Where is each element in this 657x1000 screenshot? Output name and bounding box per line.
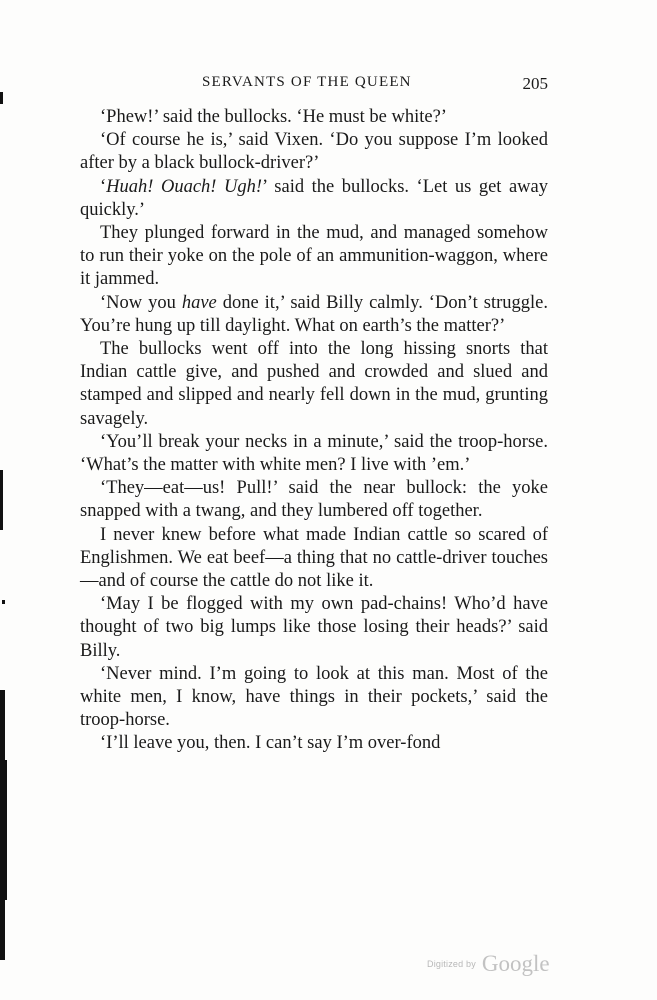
text-run: They plunged forward in the mud, and managed somehow to run their yoke on the pole of an ammunition-waggon, where it jammed. (80, 223, 548, 290)
page-number: 205 (522, 74, 548, 93)
text-run: ‘They—eat—us! Pull!’ said the near bullock: the yoke snapped with a twang, and they lumbered off together. (80, 478, 548, 522)
paragraph (80, 524, 548, 594)
paragraph (80, 129, 548, 175)
italic-text: have (181, 292, 217, 313)
text-run: ‘May I be flogged with my own pad-chains! Who’d have thought of two big lumps like those losing their heads?’ said Billy. (80, 594, 548, 661)
paragraph (80, 663, 548, 733)
paragraph (80, 338, 548, 431)
text-run: ‘Never mind. I’m going to look at this man. Most of the white men, I know, have things in their pockets,’ said the troop-horse. (80, 663, 548, 731)
scan-edge-mark (0, 92, 3, 104)
paragraph (80, 431, 548, 477)
paragraph (80, 477, 548, 523)
text-run: done it,’ said Billy calmly. ‘Don’t struggle. You’re hung up till daylight. What on earth’s the matter?’ (80, 292, 548, 336)
running-head: SERVANTS OF THE QUEEN (202, 74, 412, 90)
text-run: The bullocks went off into the long hissing snorts that Indian cattle give, and pushed and crowded and slued and stamped and slipped and nearly fell down in the mud, grunting savagely. (80, 339, 548, 429)
paragraph (80, 292, 548, 338)
text-run: I never knew before what made Indian cattle so scared of Englishmen. We eat beef—a thing that no cattle-driver touches—and of course the cattle do not like it. (80, 524, 548, 592)
text-run: ‘ (100, 176, 107, 197)
paragraph (80, 593, 548, 663)
paragraph (80, 106, 548, 129)
text-run: ‘Phew!’ said the bullocks. ‘He must be white?’ (100, 107, 447, 127)
text-run: ‘You’ll break your necks in a minute,’ said the troop-horse. ‘What’s the matter with white men? I live with ’em.’ (80, 431, 548, 476)
text-run: ’ said the bullocks. ‘Let us get away quickly.’ (80, 176, 548, 220)
page-header (84, 74, 548, 96)
body-text (80, 106, 548, 756)
digitized-watermark (427, 951, 550, 977)
watermark-prefix: Digitized by (427, 959, 476, 969)
scan-edge-mark (5, 760, 7, 900)
italic-text: Huah! Ouach! Ugh! (106, 176, 262, 197)
text-run: ‘Now you (100, 292, 182, 313)
scan-edge-mark (0, 470, 3, 530)
scan-edge-mark (2, 600, 5, 604)
paragraph (80, 222, 548, 292)
paragraph (80, 176, 548, 222)
paragraph (80, 732, 548, 755)
text-run: ‘Of course he is,’ said Vixen. ‘Do you suppose I’m looked after by a black bullock-driver?’ (80, 130, 548, 174)
google-logo: Google (481, 951, 550, 976)
text-run: ‘I’ll leave you, then. I can’t say I’m over-fond (100, 733, 441, 754)
